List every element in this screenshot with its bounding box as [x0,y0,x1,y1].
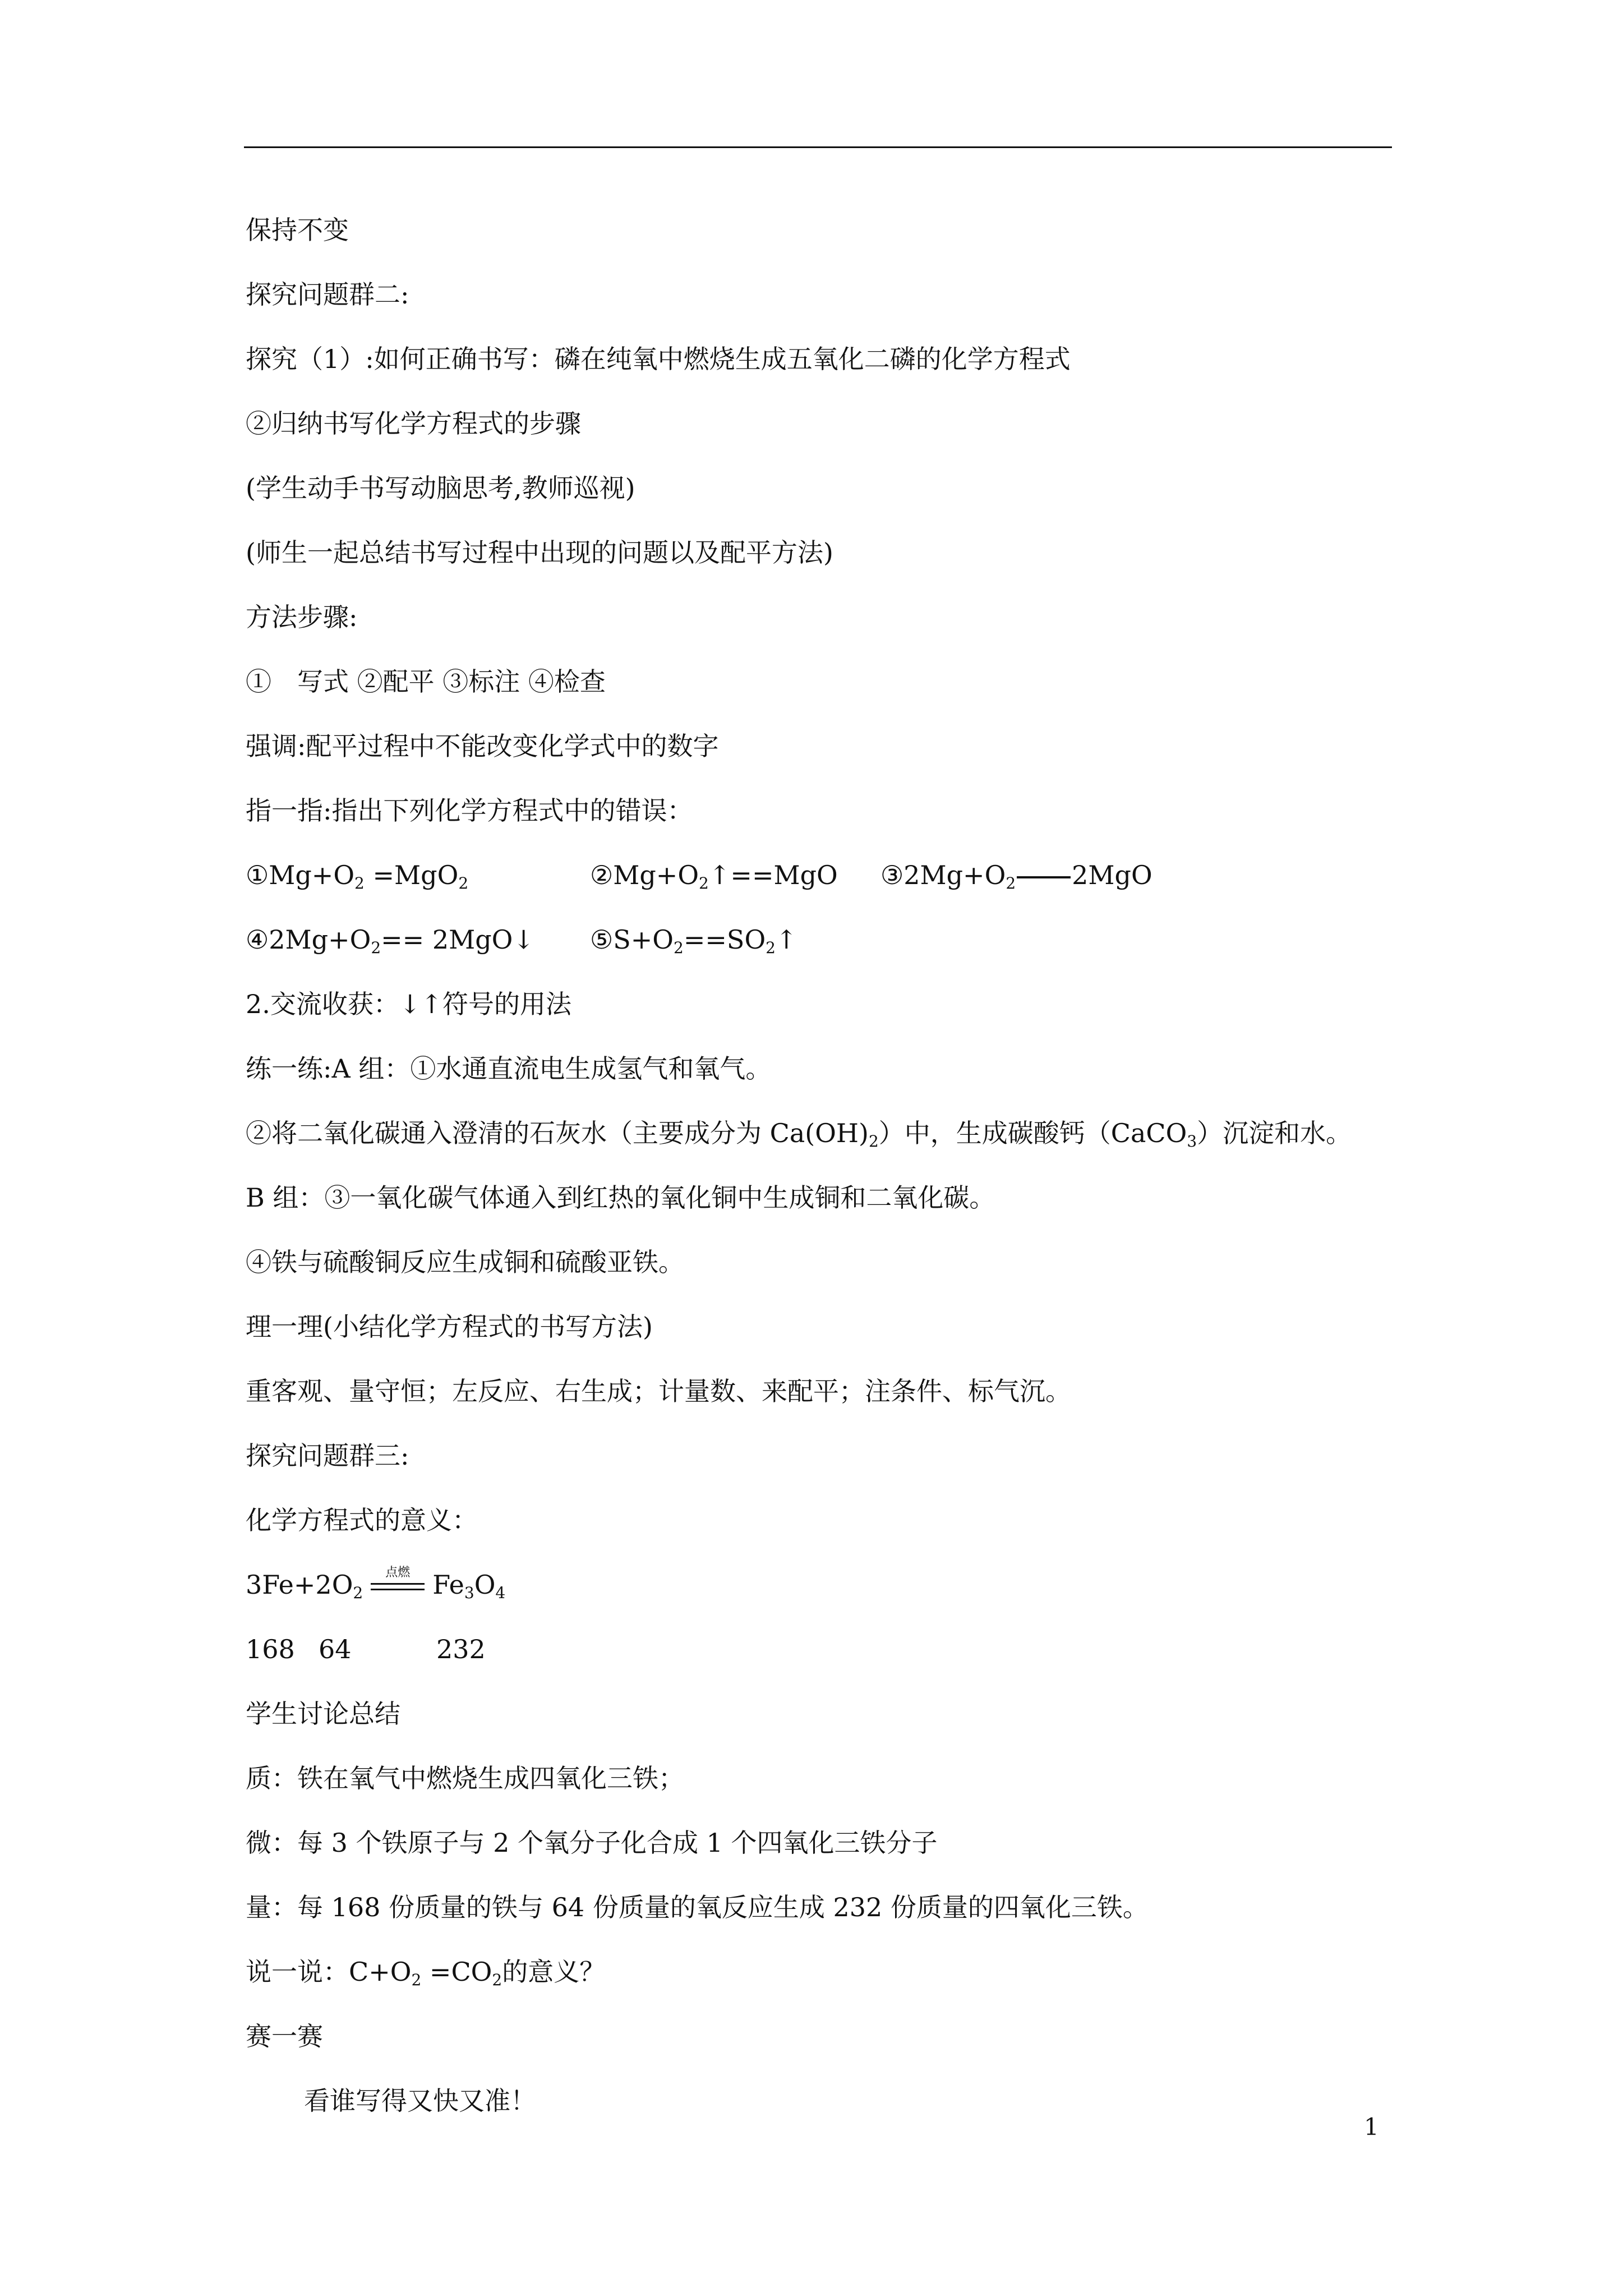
text-line: 探究（1）:如何正确书写：磷在纯氧中燃烧生成五氧化二磷的化学方程式 [246,344,1071,374]
exercise-line: ②将二氧化碳通入澄清的石灰水（主要成分为 $Ca(OH)_2$）中，生成碳酸钙（CaCO$_3$）沉淀和水。 [246,1118,1352,1151]
text-line: 量：每 168 份质量的铁与 64 份质量的氧反应生成 232 份质量的四氧化三铁。 [246,1892,1149,1922]
text-line: ②归纳书写化学方程式的步骤 [246,408,581,439]
text-line: (师生一起总结书写过程中出现的问题以及配平方法) [246,537,833,568]
mass-oxygen: 64 [319,1634,352,1664]
page-number: 1 [1364,2113,1379,2141]
text-line: 方法步骤: [246,602,358,632]
section-heading: 探究问题群二: [246,279,409,310]
text-line: 化学方程式的意义： [246,1505,478,1535]
mass-ratio-line [246,1627,1395,1691]
text-line: 赛一赛 [246,2021,323,2051]
equation-4: $④2Mg+O_2==$ 2MgO↓ [246,924,534,957]
steps-line: ① 写式 ②配平 ③标注 ④检查 [246,666,606,697]
text-line: 学生讨论总结 [246,1699,400,1729]
equation-3: $③2Mg+O_2$ 2MgO [880,860,1152,892]
condition-equals-sign: 点燃 [368,1574,427,1600]
text-line: 微：每 3 个铁原子与 2 个氧分子化合成 1 个四氧化三铁分子 [246,1828,938,1858]
text-line: 强调:配平过程中不能改变化学式中的数字 [246,731,719,761]
text-line: 指一指:指出下列化学方程式中的错误： [246,795,693,826]
equation-5: $⑤S+O_2==SO_2↑$ [590,924,797,957]
iron-oxygen-equation: $3Fe+2O_2$ 点燃 $Fe_3O_4$ [246,1566,506,1602]
summary-line: 重客观、量守恒；左反应、右生成；计量数、来配平；注条件、标气沉。 [246,1376,1071,1406]
text-line: (学生动手书写动脑思考,教师巡视) [246,473,635,503]
exercise-line: ④铁与硫酸铜反应生成铜和硫酸亚铁。 [246,1247,684,1277]
text-line: 看谁写得又快又准！ [304,2086,536,2116]
reaction-line [1017,876,1071,878]
document-body [246,208,1395,2143]
section-heading: 探究问题群三: [246,1441,409,1471]
text-line: 质：铁在氧气中燃烧生成四氧化三铁； [246,1763,684,1793]
question-line: 说一说：$C+O_2 =CO_2$的意义？ [246,1957,606,1989]
equation-1: $①Mg+O_2 =MgO_2$ [246,860,469,892]
mass-product: 232 [436,1634,486,1664]
mass-iron: 168 [246,1634,295,1664]
header-rule [244,146,1392,148]
exercise-line: B 组：③一氧化碳气体通入到红热的氧化铜中生成铜和二氧化碳。 [246,1182,995,1213]
text-line: 保持不变 [246,215,349,245]
text-line: 理一理(小结化学方程式的书写方法) [246,1312,653,1342]
exercise-line: 练一练:A 组：①水通直流电生成氢气和氧气。 [246,1053,772,1084]
equation-2: $②Mg+O_2↑==MgO$ [590,860,838,892]
text-line: 2.交流收获：↓↑符号的用法 [246,989,571,1019]
equation-row-2 [246,917,1395,982]
equation-row-1 [246,853,1395,917]
